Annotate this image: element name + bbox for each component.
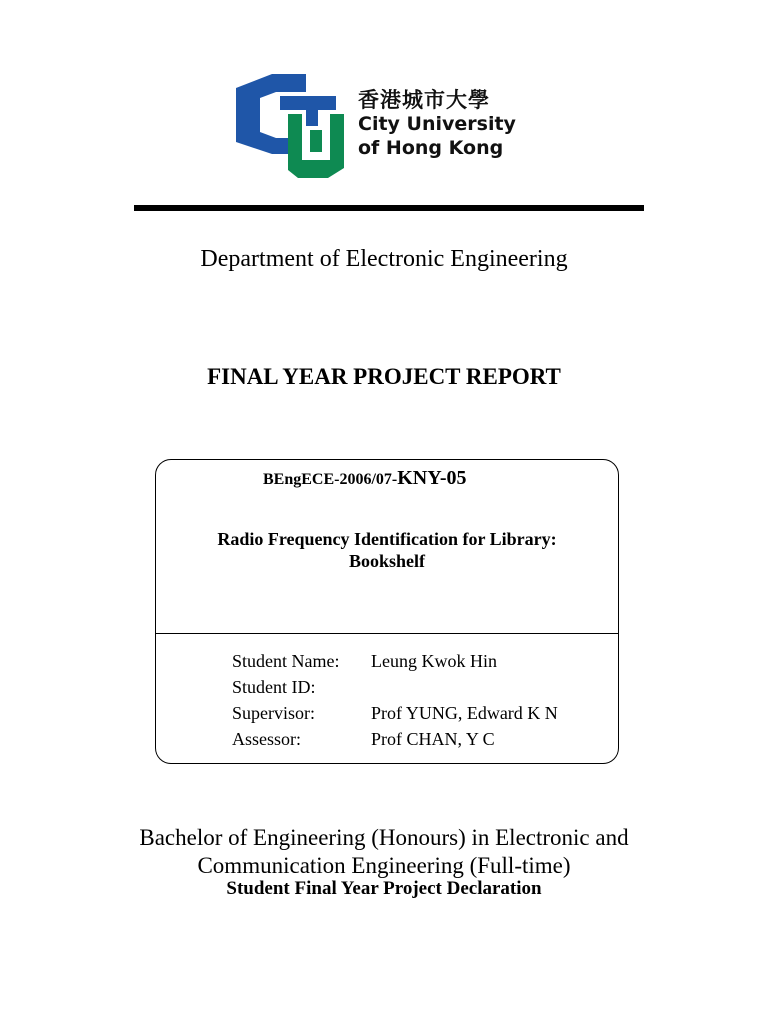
detail-label: Student ID: — [232, 677, 316, 697]
project-code-suffix: KNY-05 — [397, 467, 467, 489]
cityu-emblem-icon — [232, 74, 350, 178]
detail-value: Leung Kwok Hin — [371, 651, 497, 671]
project-info-box — [155, 459, 619, 764]
detail-row-assessor — [232, 726, 558, 752]
detail-label: Assessor: — [232, 729, 302, 749]
logo-chinese-name: 香港城市大學 — [358, 88, 490, 112]
detail-row-supervisor — [232, 700, 558, 726]
logo-english-line1: City University — [358, 113, 516, 135]
detail-row-student-id — [232, 674, 558, 700]
logo-english-line2: of Hong Kong — [358, 137, 504, 159]
declaration-title: Student Final Year Project Declaration — [226, 878, 542, 899]
programme-name — [0, 824, 768, 880]
logo-text — [358, 88, 528, 160]
programme-text: Bachelor of Engineering (Honours) in Electronic and Communication Engineering (Full-time) — [139, 825, 629, 878]
detail-value: Prof YUNG, Edward K N — [371, 703, 558, 723]
project-code — [263, 465, 467, 493]
department-name: Department of Electronic Engineering — [200, 246, 568, 272]
detail-label: Supervisor: — [232, 703, 315, 723]
detail-label: Student Name: — [232, 651, 340, 671]
box-divider — [156, 633, 618, 634]
project-details — [232, 648, 558, 752]
detail-value: Prof CHAN, Y C — [371, 729, 495, 749]
report-title: FINAL YEAR PROJECT REPORT — [207, 364, 561, 389]
project-code-prefix: BEngECE-2006/07- — [263, 471, 398, 488]
header-rule — [134, 205, 644, 211]
cityu-logo — [232, 74, 522, 178]
project-title — [156, 528, 618, 572]
project-title-text: Radio Frequency Identification for Library: Bookshelf — [217, 529, 557, 571]
detail-row-student-name — [232, 648, 558, 674]
